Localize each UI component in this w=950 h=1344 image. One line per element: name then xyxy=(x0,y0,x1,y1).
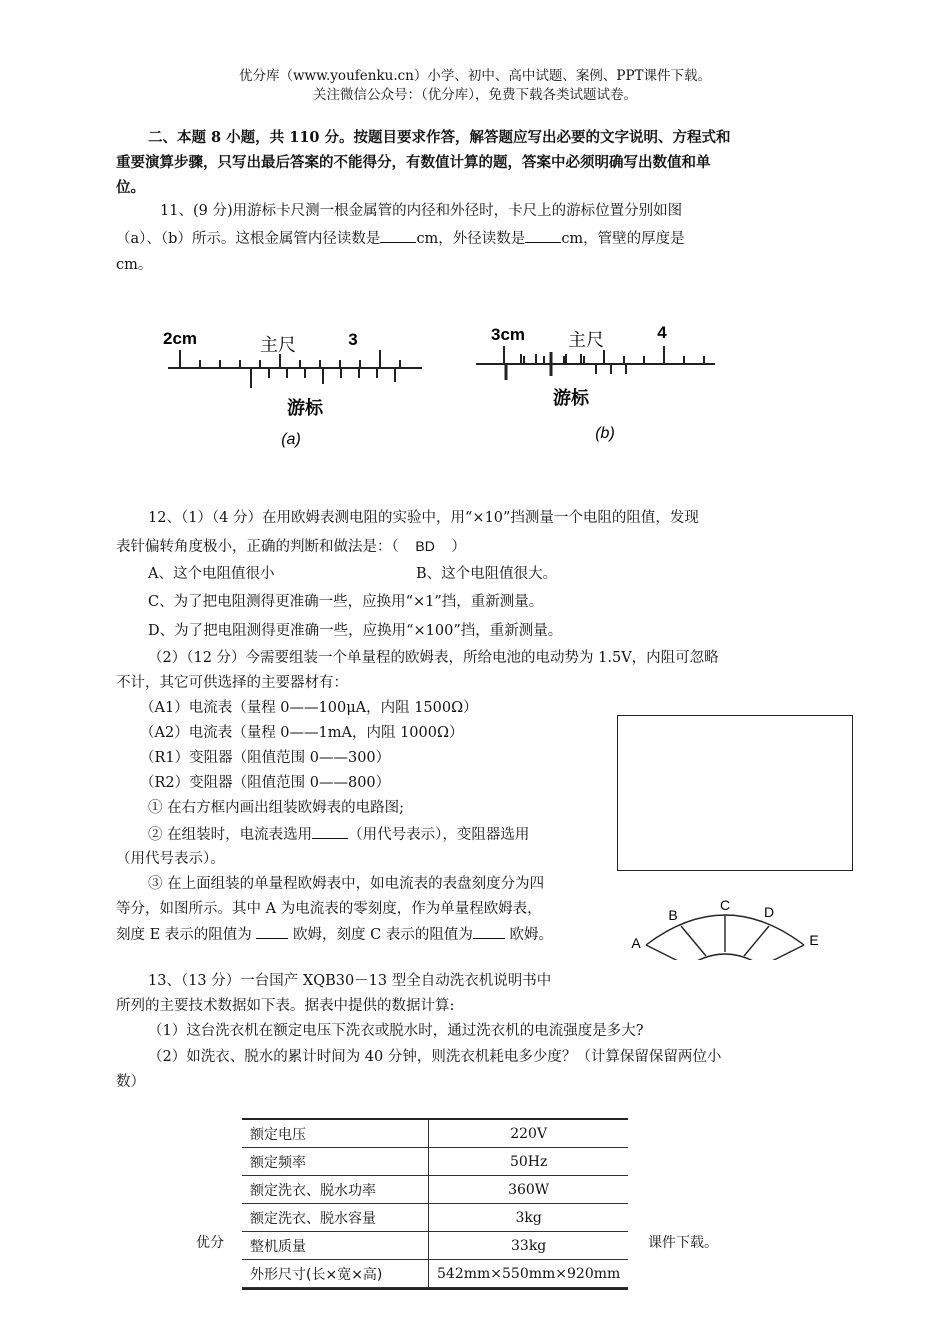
q12-answer: BD xyxy=(415,538,435,554)
fig-b-start-label: 3cm xyxy=(490,325,526,344)
fig-a-end-label: 3 xyxy=(348,330,358,349)
q12-option-b: B、这个电阻值很大。 xyxy=(416,566,558,582)
dial-label-d: D xyxy=(763,904,775,920)
spec-value: 360W xyxy=(429,1176,629,1204)
q12-line-1: 12、（1）（4 分）在用欧姆表测电阻的实验中，用“×10”挡测量一个电阻的阻值，发现 xyxy=(148,510,699,526)
q12-step-2-text-b: （用代号表示），变阻器选用 xyxy=(348,827,530,843)
q12-option-a: A、这个电阻值很小 xyxy=(148,566,275,582)
fig-b-end-label: 4 xyxy=(657,323,667,342)
fig-b-vernier-label: 游标 xyxy=(553,388,589,408)
ammeter-choice-blank[interactable] xyxy=(312,824,348,839)
q12-step-3-line-3 xyxy=(116,924,553,945)
header-line-2: 关注微信公众号：（优分库），免费下载各类试题试卷。 xyxy=(313,87,637,103)
q11-text-b: cm，外径读数是 xyxy=(416,231,526,247)
q11-line-2 xyxy=(116,228,685,249)
q12-option-c: C、为了把电阻测得更准确一些，应换用“×1”挡，重新测量。 xyxy=(148,594,544,610)
fig-a-start-label: 2cm xyxy=(162,329,198,348)
spec-table-wrapper xyxy=(242,1118,628,1290)
q13-line-2: 所列的主要技术数据如下表。据表中提供的数据计算: xyxy=(116,998,455,1014)
table-row xyxy=(242,1260,628,1288)
resistance-c-blank[interactable] xyxy=(473,924,505,939)
meter-dial-figure xyxy=(620,890,830,960)
equipment-a2: （A2）电流表（量程 0——1mA，内阻 1000Ω） xyxy=(140,725,464,741)
spec-value: 542mm×550mm×920mm xyxy=(429,1260,629,1288)
q12-step-3-line-1: ③ 在上面组装的单量程欧姆表中，如电流表的表盘刻度分为四 xyxy=(148,876,545,892)
q13-sub-2-line-1: （2）如洗衣、脱水的累计时间为 40 分钟，则洗衣机耗电多少度？（计算保留保留两位小 xyxy=(148,1049,722,1065)
equipment-r2: （R2）变阻器（阻值范围 0——800） xyxy=(140,775,391,791)
table-row xyxy=(242,1120,628,1148)
q11-line-1: 11、(9 分)用游标卡尺测一根金属管的内径和外径时，卡尺上的游标位置分别如图 xyxy=(160,203,683,219)
q12-step-3-text-a: 刻度 E 表示的阻值为 xyxy=(116,927,252,943)
caliper-figure-a xyxy=(160,318,430,458)
footer-fragment-right: 课件下载。 xyxy=(648,1235,718,1251)
q12-step-3-line-2: 等分，如图所示。其中 A 为电流表的零刻度，作为单量程欧姆表， xyxy=(116,901,542,917)
q11-line-3: cm。 xyxy=(116,257,153,273)
spec-key: 外形尺寸(长×宽×高) xyxy=(242,1260,429,1288)
table-row xyxy=(242,1176,628,1204)
q13-line-1: 13、（13 分）一台国产 XQB30－13 型全自动洗衣机说明书中 xyxy=(148,973,552,989)
q11-text-a: （a）、（b）所示。这根金属管内径读数是 xyxy=(116,231,381,247)
header-line-1: 优分库（www.youfenku.cn）小学、初中、高中试题、案例、PPT课件下载。 xyxy=(238,68,712,84)
q12-line-2 xyxy=(116,536,466,557)
resistance-e-blank[interactable] xyxy=(256,924,288,939)
q13-sub-2-line-2: 数） xyxy=(116,1074,145,1090)
spec-table xyxy=(242,1120,628,1288)
q12-step-2 xyxy=(148,824,529,845)
q12-step-3-text-c: 欧姆。 xyxy=(509,927,553,943)
q12-part2-line-1: （2）（12 分）今需要组装一个单量程的欧姆表，所给电池的电动势为 1.5V，内阻可忽略 xyxy=(148,650,719,666)
q11-blank-outer[interactable] xyxy=(525,228,561,243)
fig-a-caption: (a) xyxy=(281,431,301,448)
fig-a-vernier-label: 游标 xyxy=(287,398,323,418)
spec-value: 33kg xyxy=(429,1232,629,1260)
q12-part2-line-2: 不计，其它可供选择的主要器材有： xyxy=(116,675,348,691)
q12-question-text: 表针偏转角度极小，正确的判断和做法是：（ xyxy=(116,539,399,555)
equipment-r1: （R1）变阻器（阻值范围 0——300） xyxy=(140,750,391,766)
spec-key: 额定洗衣、脱水功率 xyxy=(242,1176,429,1204)
fig-b-main-label: 主尺 xyxy=(568,330,604,350)
spec-key: 额定电压 xyxy=(242,1120,429,1148)
q12-step-2-text-a: ② 在组装时，电流表选用 xyxy=(148,827,313,843)
table-row xyxy=(242,1148,628,1176)
section-instruction-line-3: 位。 xyxy=(116,179,145,196)
table-row xyxy=(242,1232,628,1260)
dial-label-e: E xyxy=(809,932,819,948)
q12-step-2-tail: （用代号表示）。 xyxy=(116,851,225,867)
spec-key: 额定洗衣、脱水容量 xyxy=(242,1204,429,1232)
equipment-a1: （A1）电流表（量程 0——100μA，内阻 1500Ω） xyxy=(140,700,478,716)
section-instruction-line-1: 二、本题 8 小题，共 110 分。按题目要求作答，解答题应写出必要的文字说明、方程式和 xyxy=(148,129,731,146)
q11-text-c: cm，管壁的厚度是 xyxy=(561,231,685,247)
dial-label-a: A xyxy=(631,935,641,951)
q12-close-paren: ） xyxy=(451,539,466,555)
q13-sub-1: （1）这台洗衣机在额定电压下洗衣或脱水时，通过洗衣机的电流强度是多大? xyxy=(148,1023,644,1039)
table-row xyxy=(242,1204,628,1232)
dial-label-b: B xyxy=(668,907,678,923)
section-instruction-line-2: 重要演算步骤，只写出最后答案的不能得分，有数值计算的题，答案中必须明确写出数值和单 xyxy=(116,154,711,171)
dial-label-c: C xyxy=(719,897,731,913)
q11-blank-inner[interactable] xyxy=(380,228,416,243)
footer-fragment-left: 优分 xyxy=(196,1235,224,1251)
spec-value: 50Hz xyxy=(429,1148,629,1176)
spec-key: 额定频率 xyxy=(242,1148,429,1176)
q12-step-3-text-b: 欧姆，刻度 C 表示的阻值为 xyxy=(293,927,473,943)
fig-a-main-label: 主尺 xyxy=(260,335,296,355)
circuit-drawing-box[interactable] xyxy=(617,715,853,871)
spec-value: 220V xyxy=(429,1120,629,1148)
spec-key: 整机质量 xyxy=(242,1232,429,1260)
q12-step-1: ① 在右方框内画出组装欧姆表的电路图; xyxy=(148,800,404,816)
q12-option-d: D、为了把电阻测得更准确一些，应换用“×100”挡，重新测量。 xyxy=(148,623,563,639)
fig-b-caption: (b) xyxy=(595,425,615,442)
spec-value: 3kg xyxy=(429,1204,629,1232)
caliper-figure-b xyxy=(470,318,720,458)
